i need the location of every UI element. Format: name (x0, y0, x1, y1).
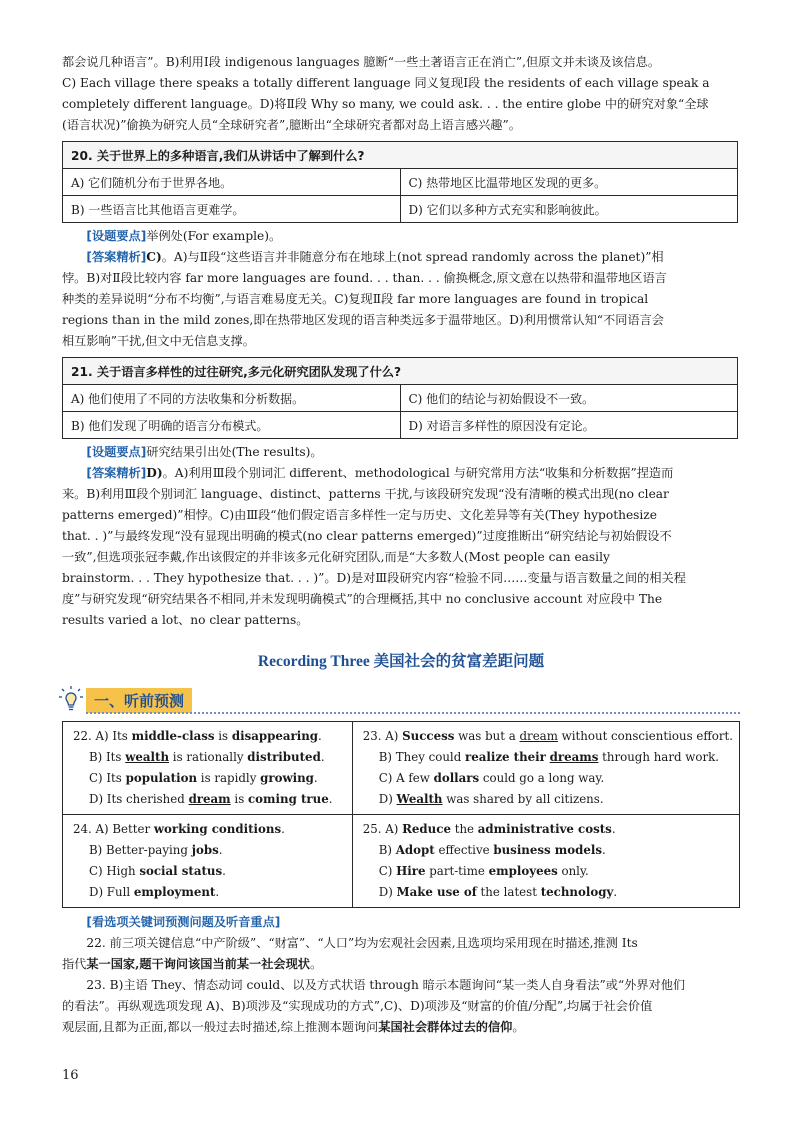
page-content (62, 52, 740, 1038)
q24-option-d (73, 882, 346, 903)
q22-option-b (73, 747, 346, 768)
q22-a-pre: 22. A) Its (73, 729, 132, 743)
q22-b-mid: is rationally (169, 750, 248, 764)
q22-d-kw2: coming true (248, 792, 329, 806)
q22-a-mid: is (214, 729, 232, 743)
p23-line-2: 的看法”。再纵观选项发现 A)、B)项涉及“实现成功的方式”,C)、D)项涉及“财富的价值/分配”,均属于社会价值 (62, 999, 653, 1013)
q20-analysis-line-3: 种类的差异说明“分布不均衡”,与语言难易度无关。C)复现Ⅱ段 far more languages are found in tropical (62, 292, 649, 306)
q24-a-pre: 24. A) Better (73, 822, 154, 836)
q21-point-text: 研究结果引出处(The results)。 (146, 445, 323, 459)
q23-a-pre: 23. A) (362, 729, 403, 743)
q20-analysis-text-1: 。A)与Ⅱ段“这些语言并非随意分布在地球上(not spread randomly across the planet)”相 (161, 250, 664, 264)
q21-point (62, 442, 740, 463)
q21-analysis-line-8: results varied a lot、no clear patterns。 (62, 613, 309, 627)
q22-d-mid: is (230, 792, 248, 806)
q22-d-post: . (328, 792, 333, 806)
q25-d-pre: D) (378, 885, 397, 899)
q25-option-b (363, 840, 733, 861)
q25-b-pre: B) (378, 843, 396, 857)
p22-line-2 (62, 954, 740, 975)
q22-c-kw1: population (125, 771, 198, 785)
p23-3b: 某国社会群体过去的信仰 (378, 1020, 513, 1034)
q24-c-kw1: social status (139, 864, 223, 878)
q21-analysis-line-1 (62, 463, 740, 484)
p23-line-3 (62, 1017, 740, 1038)
p23-line-1: 23. B)主语 They、情态动词 could、以及方式状语 through 暗示本题询问“某一类人自身看法”或“外界对他们 (86, 978, 686, 992)
q21-analysis-line-7: 度”与研究发现“研究结果各不相同,并未发现明确模式”的合理概括,其中 no conclusive account 对应段中 The (62, 592, 663, 606)
q22-b-kw2: distributed (247, 750, 321, 764)
q24-b-post: . (218, 843, 223, 857)
q21-analysis-line-5: 一致”,但选项张冠李戴,作出该假定的并非该多元化研究团队,而是“大多数人(Most people can easily (62, 550, 610, 564)
q25-b-kw2: business models (493, 843, 603, 857)
q24-d-pre: D) Full (89, 885, 134, 899)
q25-a-post: . (611, 822, 616, 836)
q22-option-c (73, 768, 346, 789)
question-20-table (62, 141, 738, 223)
intro-line-2: C) Each village there speaks a totally different language 同义复现Ⅰ段 the residents of each village speak a (62, 76, 710, 90)
q24-d-kw1: employment (133, 885, 216, 899)
q25-option-a (363, 819, 733, 840)
q20-answer: C) (146, 250, 162, 264)
q23-c-pre: C) A few (378, 771, 434, 785)
q25-options (352, 815, 739, 908)
q22-a-post: . (318, 729, 322, 743)
q22-b-pre: B) Its (89, 750, 126, 764)
q23-c-kw1: dollars (433, 771, 480, 785)
q21-answer: D) (146, 466, 163, 480)
q24-b-pre: B) Better-paying (89, 843, 192, 857)
q20-analysis-line-5: 相互影响”干扰,但文中无信息支撑。 (62, 334, 255, 348)
q23-option-b (363, 747, 733, 768)
page-number: 16 (62, 1068, 79, 1083)
q20-option-b: B) 一些语言比其他语言更难学。 (63, 196, 401, 223)
q20-option-d: D) 它们以多种方式充实和影响彼此。 (400, 196, 738, 223)
q22-b-kw1: wealth (125, 750, 170, 764)
q25-c-mid: part-time (425, 864, 489, 878)
q24-option-a (73, 819, 346, 840)
q23-a-kw2: dream (519, 729, 558, 743)
p22-line-1: 22. 前三项关键信息“中产阶级”、“财富”、“人口”均为宏观社会因素,且选项均采用现在时描述,推测 Its (86, 936, 638, 950)
q21-option-c: C) 他们的结论与初始假设不一致。 (400, 385, 738, 412)
q25-b-mid: effective (434, 843, 494, 857)
q24-option-c (73, 861, 346, 882)
q20-analysis-line-4: regions than in the mild zones,即在热带地区发现的语言种类远多于温带地区。D)利用惯常认知“不同语言会 (62, 313, 664, 327)
q25-b-post: . (602, 843, 606, 857)
options-table (62, 721, 740, 908)
q24-c-pre: C) High (89, 864, 140, 878)
q23-d-post: was shared by all citizens. (442, 792, 604, 806)
q25-c-kw2: employees (488, 864, 558, 878)
q23-option-a (363, 726, 733, 747)
q25-d-mid: the latest (476, 885, 541, 899)
q24-b-kw1: jobs (191, 843, 219, 857)
section-title: 一、听前预测 (86, 688, 192, 713)
q22-c-kw2: growing (260, 771, 314, 785)
q23-option-c (363, 768, 733, 789)
q23-b-post: through hard work. (598, 750, 720, 764)
q22-a-kw2: disappearing (231, 729, 319, 743)
q25-d-kw1: Make use of (396, 885, 477, 899)
q25-option-d (363, 882, 733, 903)
q21-analysis-line-2: 来。B)利用Ⅲ段个别词汇 language、distinct、patterns 干扰,与该段研究发现“没有清晰的模式出现(no clear (62, 487, 669, 501)
q20-option-a: A) 它们随机分布于世界各地。 (63, 169, 401, 196)
q25-d-post: . (613, 885, 618, 899)
q22-options (63, 722, 353, 815)
q23-b-pre: B) They could (378, 750, 465, 764)
q24-a-kw1: working conditions (153, 822, 282, 836)
q23-b-kw2: dreams (549, 750, 599, 764)
p22-2b: 某一国家 (86, 957, 136, 971)
section-divider (86, 712, 740, 714)
p22-2a: 指代 (62, 957, 87, 971)
q23-b-kw1: realize their (465, 750, 546, 764)
q20-point-tag: [设题要点] (86, 229, 147, 243)
q22-c-mid: is rapidly (197, 771, 261, 785)
question-21-table (62, 357, 738, 439)
intro-line-3: completely different language。D)将Ⅱ段 Why so many, we could ask. . . the entire globe 中的研究对象“全球 (62, 97, 709, 111)
q22-option-d (73, 789, 346, 810)
q23-d-pre: D) (378, 792, 397, 806)
q21-option-b: B) 他们发现了明确的语言分布模式。 (63, 412, 401, 439)
q20-analysis-tag: [答案精析] (86, 250, 147, 264)
q21-analysis-line-6: brainstorm. . . They hypothesize that. . . )”。D)是对Ⅲ段研究内容“检验不同……变量与语言数量之间的相关程 (62, 571, 686, 585)
q22-option-a (73, 726, 346, 747)
q25-b-kw1: Adopt (395, 843, 435, 857)
q25-c-pre: C) (378, 864, 397, 878)
keywords-tag-line (62, 912, 740, 933)
q21-point-tag: [设题要点] (86, 445, 147, 459)
p23-3a: 观层面,且都为正面,都以一般过去时描述,综上推测本题询问 (62, 1020, 379, 1034)
intro-line-1: 都会说几种语言”。B)利用Ⅰ段 indigenous languages 臆断“一些土著语言正在消亡”,但原文并未谈及该信息。 (62, 55, 661, 69)
q23-a-kw1: Success (402, 729, 455, 743)
q21-analysis-line-3: patterns emerged)”相悖。C)由Ⅲ段“他们假定语言多样性一定与历史、文化差异等有关(They hypothesize (62, 508, 657, 522)
q23-a-mid: was but a (454, 729, 520, 743)
q23-option-d (363, 789, 733, 810)
q20-analysis-line-2: 悖。B)对Ⅱ段比较内容 far more languages are found. . . than. . . 偷换概念,原文意在以热带和温带地区语言 (62, 271, 667, 285)
recording-title: Recording Three 美国社会的贫富差距问题 (257, 653, 545, 670)
q25-a-kw2: administrative costs (477, 822, 612, 836)
q23-d-kw1: Wealth (396, 792, 443, 806)
q23-c-post: could go a long way. (479, 771, 605, 785)
q21-option-d: D) 对语言多样性的原因没有定论。 (400, 412, 738, 439)
q22-c-pre: C) Its (89, 771, 126, 785)
q21-option-a: A) 他们使用了不同的方法收集和分析数据。 (63, 385, 401, 412)
section-header (62, 685, 740, 715)
q24-options (63, 815, 353, 908)
keywords-tag: [看选项关键词预测问题及听音重点] (86, 915, 281, 929)
q23-a-post: without conscientious effort. (557, 729, 733, 743)
p22-2c: ,题干询问该国当前某一社会现状 (135, 957, 310, 971)
p22-2d: 。 (310, 957, 323, 971)
q25-a-mid: the (450, 822, 478, 836)
q22-b-post: . (320, 750, 325, 764)
q22-c-post: . (313, 771, 318, 785)
q25-c-post: only. (557, 864, 589, 878)
q20-analysis-line-1 (62, 247, 740, 268)
q25-a-pre: 25. A) (362, 822, 403, 836)
q24-option-b (73, 840, 346, 861)
q22-d-pre: D) Its cherished (89, 792, 189, 806)
q22-d-kw1: dream (188, 792, 231, 806)
q22-a-kw1: middle-class (131, 729, 215, 743)
q24-a-post: . (281, 822, 285, 836)
question-20-text: 20. 关于世界上的多种语言,我们从讲话中了解到什么? (63, 142, 738, 169)
q20-point (62, 226, 740, 247)
q23-options (352, 722, 739, 815)
q24-c-post: . (222, 864, 226, 878)
q25-a-kw1: Reduce (402, 822, 451, 836)
q20-point-text: 举例处(For example)。 (146, 229, 282, 243)
q25-option-c (363, 861, 733, 882)
p23-3c: 。 (512, 1020, 525, 1034)
q21-analysis-text-1: 。A)利用Ⅲ段个别词汇 different、methodological 与研究常用方法“收集和分析数据”捏造而 (162, 466, 674, 480)
q25-d-kw2: technology (540, 885, 614, 899)
question-21-text: 21. 关于语言多样性的过往研究,多元化研究团队发现了什么? (63, 358, 738, 385)
q20-option-c: C) 热带地区比温带地区发现的更多。 (400, 169, 738, 196)
q25-c-kw1: Hire (396, 864, 426, 878)
lightbulb-icon (58, 685, 84, 713)
q24-d-post: . (215, 885, 220, 899)
q21-analysis-tag: [答案精析] (86, 466, 147, 480)
q21-analysis-line-4: that. . )”与最终发现“没有显现出明确的模式(no clear patterns emerged)”过度推断出“研究结论与初始假设不 (62, 529, 672, 543)
intro-line-4: (语言状况)”偷换为研究人员“全球研究者”,臆断出“全球研究者都对岛上语言感兴趣”。 (62, 118, 521, 132)
